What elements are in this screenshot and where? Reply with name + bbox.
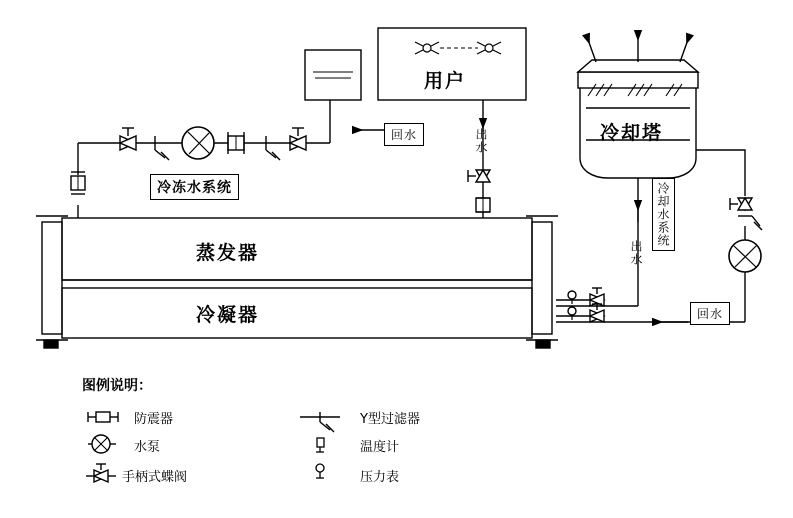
legend-title: 图例说明： [82,378,152,394]
right-head [532,222,552,334]
cooling-tower-label: 冷却塔 [600,122,664,144]
legend-label-water-pump: 水泵 [134,440,161,455]
expansion-tank [305,50,361,100]
condenser-fittings-upper [556,288,604,322]
legend-icon-thermometer [316,438,324,452]
chilled-water-system-label: 冷冻水系统 [150,174,239,200]
legend-label-pressure-gauge: 压力表 [360,470,400,485]
legend-label-y-strainer: Y型过滤器 [360,412,420,427]
vibration-absorber-icon-left [71,172,85,194]
evaporator-label: 蒸发器 [196,242,260,264]
return-water-bottom-label: 回水 [690,302,730,325]
vibration-absorber-icon-2 [228,132,244,154]
water-pump-icon-2 [729,240,761,272]
vibration-absorber-icon-3 [476,198,490,212]
handle-butterfly-valve-icon-4 [730,198,752,210]
legend-label-vibration-absorber: 防震器 [134,412,174,427]
tower-outlet [696,150,745,178]
legend-icon-vibration-absorber [88,412,118,422]
legend-icon-y-strainer [300,412,340,432]
legend-icon-pressure-gauge [316,464,324,478]
y-strainer-icon-2 [266,136,280,160]
supply-water-tower-label: 出水 [629,240,643,266]
y-strainer-icon-3 [738,216,762,230]
supply-water-user-label: 出水 [474,128,488,154]
user-label: 用户 [424,70,467,92]
legend-icon-water-pump [88,435,116,453]
tower-air-arrows [586,30,690,62]
return-water-top-label: 回水 [384,123,424,146]
water-pump-icon-1 [182,127,214,159]
handle-butterfly-valve-icon-1 [120,128,136,150]
condenser-shell [62,288,532,338]
vessel-group [36,216,558,348]
cooling-supply-riser [556,178,638,306]
left-head [42,222,62,334]
handle-butterfly-valve-icon-3 [468,170,490,182]
condenser-label: 冷凝器 [196,304,260,326]
handle-butterfly-valve-icon-2 [290,128,306,150]
chilled-water-piping [78,100,330,218]
right-foot [536,340,550,348]
legend-icon-butterfly-valve [86,464,116,482]
y-strainer-icon-1 [155,136,169,160]
cooling-water-system-label: 冷却水系统 [652,178,675,251]
evaporator-shell [62,218,532,280]
left-foot [44,340,58,348]
legend-label-thermometer: 温度计 [360,440,400,455]
legend-label-butterfly-valve: 手柄式蝶阀 [122,470,188,485]
